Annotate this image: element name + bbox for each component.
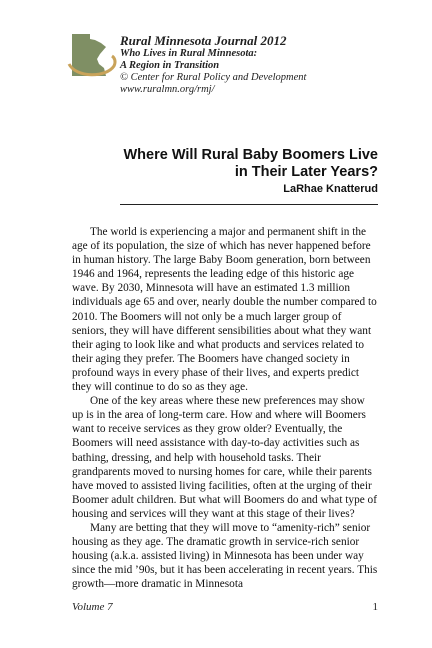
footer-volume: Volume 7 [72, 601, 113, 613]
journal-url: www.ruralmn.org/rmj/ [120, 84, 215, 95]
body-paragraph: The world is experiencing a major and permanent shift in the age of its population, the size of which has never happened before in human history. The large Baby Boom generation, born between 1946 and 1964, represents the leading edge of this historic age wave. By 2030, Minnesota will have an estimated 1.3 million individuals age 65 and over, nearly double the number compared to 2010. The Boomers will not only be a much larger group of seniors, they will have different sensibilities about what they want their aging to look like and what products and services related to their aging they prefer. The Boomers have changed society in profound ways in every phase of their lives, and experts predict they will continue to do so as they age. [72, 226, 377, 394]
body-paragraph: One of the key areas where these new preferences may show up is in the area of long-term care. How and where will Boomers want to receive services as they grow older? Eventually, the Boomers will need assistance with day-to-day activities such as bathing, dressing, and help with household tasks. Their grandparents moved to nursing homes for care, while their parents have moved to assisted living facilities, often at the urging of their Boomer adult children. But what will Boomers do and what type of housing and services will they want at this stage of their lives? [72, 395, 377, 520]
article-author: LaRhae Knatterud [283, 183, 378, 195]
journal-title: Rural Minnesota Journal 2012 [120, 33, 287, 48]
issue-subtitle-line-2: A Region in Transition [120, 60, 220, 71]
minnesota-state-shape [72, 34, 106, 76]
masthead [120, 33, 420, 96]
title-divider [120, 204, 378, 205]
copyright-line: © Center for Rural Policy and Development [120, 72, 307, 83]
issue-subtitle-line-1: Who Lives in Rural Minnesota: [120, 48, 258, 59]
article-title: Where Will Rural Baby Boomers Live in Their Later Years? [123, 147, 378, 180]
minnesota-logo-icon [66, 30, 118, 80]
body-paragraph: Many are betting that they will move to “amenity-rich” senior housing as they age. The dramatic growth in service-rich senior housing (a.k.a. assisted living) in Minnesota has been under way since the mid ’90s, but it has been accelerating in recent years. This growth—more dramatic in Minnesota [72, 521, 378, 591]
page-number: 1 [372, 601, 378, 613]
article-body [72, 225, 378, 591]
